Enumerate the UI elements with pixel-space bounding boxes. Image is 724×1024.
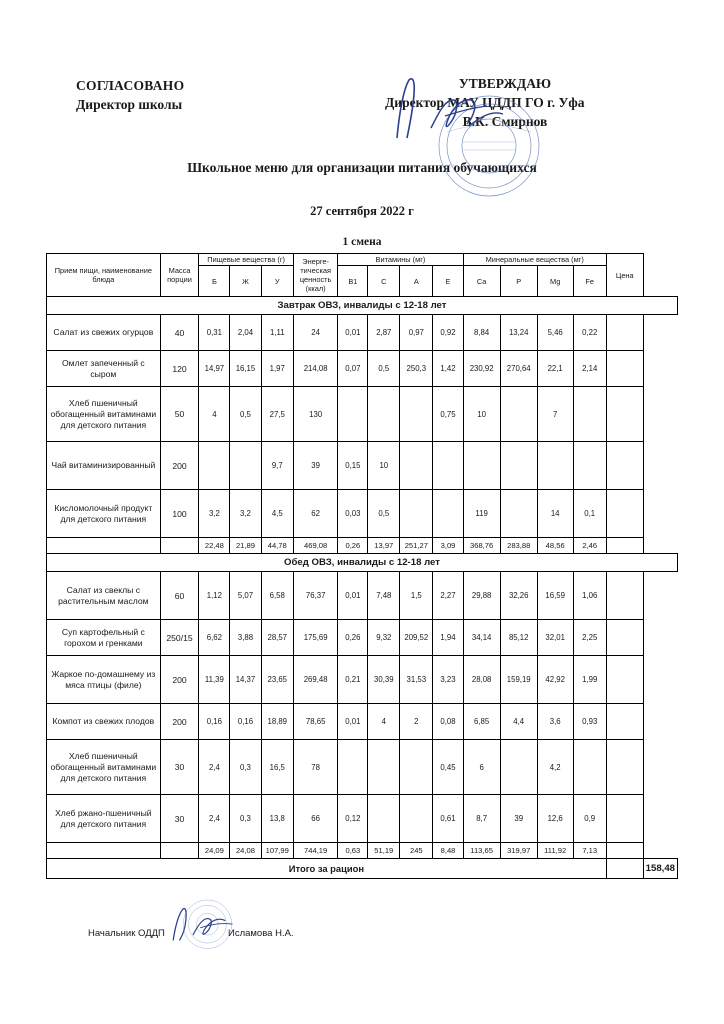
- value-cell-ca: 34,14: [463, 620, 500, 656]
- value-cell-c: 30,39: [368, 656, 400, 704]
- portion-mass-cell: 50: [160, 387, 199, 442]
- subtotal-cell-zh: 24,08: [230, 843, 261, 859]
- page-title: Школьное меню для организации питания обучающихся: [187, 160, 537, 175]
- value-cell-fe: [573, 740, 606, 795]
- value-cell-zh: 0,3: [230, 740, 261, 795]
- value-cell-e: 2,27: [433, 572, 463, 620]
- subtotal-cell-kcal: 744,19: [293, 843, 337, 859]
- subtotal-price-cell: [606, 843, 643, 859]
- value-cell-c: 0,5: [368, 351, 400, 387]
- subtotal-cell-ca: 368,76: [463, 538, 500, 554]
- value-cell-b: 6,62: [199, 620, 230, 656]
- value-cell-a: 0,97: [400, 315, 433, 351]
- value-cell-mg: 32,01: [537, 620, 573, 656]
- table-body: [47, 297, 678, 879]
- price-cell: [606, 740, 643, 795]
- subtotal-cell-kcal: 469,08: [293, 538, 337, 554]
- value-cell-a: [400, 442, 433, 490]
- th-zh: Ж: [230, 266, 261, 297]
- value-cell-mg: 3,6: [537, 704, 573, 740]
- value-cell-a: 2: [400, 704, 433, 740]
- subtotal-blank-name: [47, 843, 161, 859]
- value-cell-zh: 16,15: [230, 351, 261, 387]
- value-cell-zh: [230, 442, 261, 490]
- th-mg: Mg: [537, 266, 573, 297]
- value-cell-mg: 22,1: [537, 351, 573, 387]
- subtotal-blank-name: [47, 538, 161, 554]
- signature-stamp-group: [393, 124, 583, 194]
- dish-name-cell: Компот из свежих плодов: [47, 704, 161, 740]
- value-cell-ca: 6,85: [463, 704, 500, 740]
- value-cell-mg: 4,2: [537, 740, 573, 795]
- dish-name-cell: Суп картофельный с горохом и гренками: [47, 620, 161, 656]
- th-ca: Са: [463, 266, 500, 297]
- value-cell-fe: 0,93: [573, 704, 606, 740]
- price-cell: [606, 315, 643, 351]
- subtotal-cell-b: 24,09: [199, 843, 230, 859]
- value-cell-mg: 5,46: [537, 315, 573, 351]
- value-cell-p: 159,19: [500, 656, 537, 704]
- subtotal-cell-a: 251,27: [400, 538, 433, 554]
- value-cell-zh: 3,88: [230, 620, 261, 656]
- value-cell-mg: [537, 442, 573, 490]
- subtotal-cell-c: 51,19: [368, 843, 400, 859]
- value-cell-a: 1,5: [400, 572, 433, 620]
- price-cell: [606, 656, 643, 704]
- table-row: [47, 387, 678, 442]
- approval-left-block: [76, 76, 184, 114]
- th-b1: В1: [338, 266, 368, 297]
- value-cell-u: 23,65: [261, 656, 293, 704]
- value-cell-p: [500, 387, 537, 442]
- value-cell-c: 7,48: [368, 572, 400, 620]
- price-cell: [606, 387, 643, 442]
- table-row: [47, 442, 678, 490]
- table-row: [47, 795, 678, 843]
- value-cell-c: [368, 387, 400, 442]
- th-mass: Масса порции: [160, 254, 199, 297]
- value-cell-a: 209,52: [400, 620, 433, 656]
- total-price-value: 158,48: [643, 859, 677, 879]
- value-cell-fe: [573, 387, 606, 442]
- th-nutrients-group: Пищевые вещества (г): [199, 254, 294, 266]
- director-name-label: В.К. Смирнов: [462, 114, 548, 129]
- value-cell-p: 13,24: [500, 315, 537, 351]
- value-cell-kcal: 175,69: [293, 620, 337, 656]
- value-cell-fe: 2,14: [573, 351, 606, 387]
- value-cell-u: 1,97: [261, 351, 293, 387]
- table-row: [47, 704, 678, 740]
- value-cell-fe: 0,22: [573, 315, 606, 351]
- value-cell-a: [400, 490, 433, 538]
- meal-section-title: Завтрак ОВЗ, инвалиды с 12-18 лет: [47, 297, 678, 315]
- dish-name-cell: Салат из свежих огурцов: [47, 315, 161, 351]
- value-cell-p: [500, 740, 537, 795]
- portion-mass-cell: 250/15: [160, 620, 199, 656]
- school-director-label: Директор школы: [76, 97, 183, 112]
- price-cell: [606, 490, 643, 538]
- value-cell-b1: 0,01: [338, 572, 368, 620]
- value-cell-kcal: 214,08: [293, 351, 337, 387]
- value-cell-c: 10: [368, 442, 400, 490]
- value-cell-zh: 0,16: [230, 704, 261, 740]
- value-cell-p: 85,12: [500, 620, 537, 656]
- value-cell-e: 0,45: [433, 740, 463, 795]
- value-cell-u: 13,8: [261, 795, 293, 843]
- value-cell-u: 9,7: [261, 442, 293, 490]
- value-cell-b1: 0,01: [338, 704, 368, 740]
- value-cell-e: [433, 442, 463, 490]
- value-cell-e: 0,08: [433, 704, 463, 740]
- value-cell-zh: 2,04: [230, 315, 261, 351]
- table-row: [47, 572, 678, 620]
- document-date: 27 сентября 2022 г: [310, 204, 414, 218]
- value-cell-a: [400, 795, 433, 843]
- subtotal-blank-mass: [160, 538, 199, 554]
- value-cell-b: 0,31: [199, 315, 230, 351]
- portion-mass-cell: 120: [160, 351, 199, 387]
- subtotal-cell-b1: 0,26: [338, 538, 368, 554]
- value-cell-b1: 0,12: [338, 795, 368, 843]
- total-blank-cell: [606, 859, 643, 879]
- subtotal-cell-zh: 21,89: [230, 538, 261, 554]
- value-cell-ca: 28,08: [463, 656, 500, 704]
- value-cell-b1: [338, 740, 368, 795]
- value-cell-kcal: 39: [293, 442, 337, 490]
- portion-mass-cell: 200: [160, 704, 199, 740]
- value-cell-fe: [573, 442, 606, 490]
- price-cell: [606, 795, 643, 843]
- th-e: Е: [433, 266, 463, 297]
- subtotal-price-cell: [606, 538, 643, 554]
- value-cell-b: 14,97: [199, 351, 230, 387]
- director-title-label: Директор МАУ ЦДДП ГО г. Уфа: [385, 95, 585, 110]
- dish-name-cell: Омлет запеченный с сыром: [47, 351, 161, 387]
- value-cell-mg: 14: [537, 490, 573, 538]
- value-cell-c: [368, 740, 400, 795]
- value-cell-kcal: 62: [293, 490, 337, 538]
- value-cell-zh: 14,37: [230, 656, 261, 704]
- value-cell-ca: 8,7: [463, 795, 500, 843]
- value-cell-e: 0,75: [433, 387, 463, 442]
- subtotal-cell-b1: 0,63: [338, 843, 368, 859]
- shift-label: 1 смена: [342, 236, 382, 248]
- portion-mass-cell: 60: [160, 572, 199, 620]
- value-cell-b1: 0,21: [338, 656, 368, 704]
- th-u: У: [261, 266, 293, 297]
- value-cell-p: 270,64: [500, 351, 537, 387]
- footer-name-label: Исламова Н.А.: [228, 928, 294, 939]
- value-cell-u: 18,89: [261, 704, 293, 740]
- value-cell-fe: 1,06: [573, 572, 606, 620]
- dish-name-cell: Хлеб пшеничный обогащенный витаминами для детского питания: [47, 387, 161, 442]
- value-cell-u: 6,58: [261, 572, 293, 620]
- portion-mass-cell: 200: [160, 442, 199, 490]
- portion-mass-cell: 100: [160, 490, 199, 538]
- value-cell-e: 0,92: [433, 315, 463, 351]
- value-cell-mg: 7: [537, 387, 573, 442]
- price-cell: [606, 572, 643, 620]
- total-row: [47, 859, 678, 879]
- subtotal-blank-mass: [160, 843, 199, 859]
- value-cell-b: 11,39: [199, 656, 230, 704]
- table-head: [47, 254, 678, 297]
- value-cell-a: [400, 387, 433, 442]
- value-cell-ca: 10: [463, 387, 500, 442]
- th-minerals-group: Минеральные вещества (мг): [463, 254, 606, 266]
- subtotal-cell-u: 44,78: [261, 538, 293, 554]
- value-cell-kcal: 130: [293, 387, 337, 442]
- value-cell-ca: 29,88: [463, 572, 500, 620]
- th-a: А: [400, 266, 433, 297]
- value-cell-p: 32,26: [500, 572, 537, 620]
- value-cell-ca: [463, 442, 500, 490]
- value-cell-c: 4: [368, 704, 400, 740]
- portion-mass-cell: 30: [160, 740, 199, 795]
- value-cell-mg: 16,59: [537, 572, 573, 620]
- table-header-row-1: [47, 254, 678, 266]
- value-cell-p: 39: [500, 795, 537, 843]
- meal-section-title: Обед ОВЗ, инвалиды с 12-18 лет: [47, 554, 678, 572]
- th-b: Б: [199, 266, 230, 297]
- th-fe: Fe: [573, 266, 606, 297]
- value-cell-c: 0,5: [368, 490, 400, 538]
- dish-name-cell: Чай витаминизированный: [47, 442, 161, 490]
- dish-name-cell: Салат из свеклы с растительным маслом: [47, 572, 161, 620]
- table-row: [47, 315, 678, 351]
- portion-mass-cell: 200: [160, 656, 199, 704]
- subtotal-cell-u: 107,99: [261, 843, 293, 859]
- th-p: Р: [500, 266, 537, 297]
- value-cell-b1: 0,15: [338, 442, 368, 490]
- subtotal-cell-p: 319,97: [500, 843, 537, 859]
- value-cell-u: 1,11: [261, 315, 293, 351]
- value-cell-kcal: 76,37: [293, 572, 337, 620]
- subtotal-cell-fe: 2,46: [573, 538, 606, 554]
- subtotal-cell-a: 245: [400, 843, 433, 859]
- value-cell-b: 1,12: [199, 572, 230, 620]
- value-cell-c: [368, 795, 400, 843]
- meal-section-header: [47, 554, 678, 572]
- menu-table: [46, 253, 678, 879]
- value-cell-b: [199, 442, 230, 490]
- value-cell-u: 28,57: [261, 620, 293, 656]
- value-cell-ca: 8,84: [463, 315, 500, 351]
- dish-name-cell: Жаркое по-домашнему из мяса птицы (филе): [47, 656, 161, 704]
- value-cell-p: [500, 442, 537, 490]
- value-cell-fe: 2,25: [573, 620, 606, 656]
- th-dish: Прием пищи, наименование блюда: [47, 254, 161, 297]
- value-cell-b1: 0,03: [338, 490, 368, 538]
- th-c: С: [368, 266, 400, 297]
- th-energy: Энерге-тическая ценность (ккал): [293, 254, 337, 297]
- value-cell-b1: [338, 387, 368, 442]
- portion-mass-cell: 30: [160, 795, 199, 843]
- price-cell: [606, 620, 643, 656]
- table-row: [47, 740, 678, 795]
- table-row: [47, 490, 678, 538]
- approval-right-block: [385, 74, 625, 131]
- th-vitamins-group: Витамины (мг): [338, 254, 463, 266]
- value-cell-b1: 0,01: [338, 315, 368, 351]
- value-cell-e: 3,23: [433, 656, 463, 704]
- value-cell-kcal: 24: [293, 315, 337, 351]
- subtotal-cell-mg: 48,56: [537, 538, 573, 554]
- dish-name-cell: Кисломолочный продукт для детского питания: [47, 490, 161, 538]
- price-cell: [606, 442, 643, 490]
- value-cell-c: 2,87: [368, 315, 400, 351]
- value-cell-ca: 6: [463, 740, 500, 795]
- meal-section-header: [47, 297, 678, 315]
- subtotal-cell-mg: 111,92: [537, 843, 573, 859]
- value-cell-fe: 0,1: [573, 490, 606, 538]
- portion-mass-cell: 40: [160, 315, 199, 351]
- value-cell-u: 4,5: [261, 490, 293, 538]
- value-cell-e: 0,61: [433, 795, 463, 843]
- value-cell-b: 3,2: [199, 490, 230, 538]
- document-header: [0, 66, 724, 132]
- value-cell-zh: 3,2: [230, 490, 261, 538]
- value-cell-b1: 0,07: [338, 351, 368, 387]
- value-cell-b1: 0,26: [338, 620, 368, 656]
- value-cell-a: 250,3: [400, 351, 433, 387]
- value-cell-u: 27,5: [261, 387, 293, 442]
- section-subtotal-row: [47, 538, 678, 554]
- value-cell-p: 4,4: [500, 704, 537, 740]
- value-cell-e: 1,42: [433, 351, 463, 387]
- value-cell-b: 4: [199, 387, 230, 442]
- subtotal-cell-fe: 7,13: [573, 843, 606, 859]
- subtotal-cell-p: 283,88: [500, 538, 537, 554]
- value-cell-e: 1,94: [433, 620, 463, 656]
- footer-position-label: Начальник ОДДП: [88, 928, 165, 939]
- price-cell: [606, 704, 643, 740]
- value-cell-zh: 0,5: [230, 387, 261, 442]
- subtotal-cell-b: 22,48: [199, 538, 230, 554]
- value-cell-kcal: 78,65: [293, 704, 337, 740]
- subtotal-cell-e: 8,48: [433, 843, 463, 859]
- table-row: [47, 656, 678, 704]
- value-cell-a: [400, 740, 433, 795]
- subtotal-cell-ca: 113,65: [463, 843, 500, 859]
- value-cell-u: 16,5: [261, 740, 293, 795]
- value-cell-zh: 5,07: [230, 572, 261, 620]
- value-cell-fe: 1,99: [573, 656, 606, 704]
- value-cell-kcal: 269,48: [293, 656, 337, 704]
- utverzhdayu-label: УТВЕРЖДАЮ: [458, 76, 552, 91]
- subtotal-cell-e: 3,09: [433, 538, 463, 554]
- value-cell-e: [433, 490, 463, 538]
- chief-signature-icon: [166, 906, 256, 946]
- value-cell-mg: 12,6: [537, 795, 573, 843]
- total-label: Итого за рацион: [47, 859, 607, 879]
- dish-name-cell: Хлеб пшеничный обогащенный витаминами для детского питания: [47, 740, 161, 795]
- dish-name-cell: Хлеб ржано-пшеничный для детского питания: [47, 795, 161, 843]
- price-cell: [606, 351, 643, 387]
- value-cell-p: [500, 490, 537, 538]
- value-cell-ca: 119: [463, 490, 500, 538]
- value-cell-b: 2,4: [199, 795, 230, 843]
- value-cell-mg: 42,92: [537, 656, 573, 704]
- soglasovano-label: СОГЛАСОВАНО: [76, 78, 185, 93]
- th-price: Цена: [606, 254, 643, 297]
- value-cell-b: 0,16: [199, 704, 230, 740]
- value-cell-kcal: 78: [293, 740, 337, 795]
- value-cell-b: 2,4: [199, 740, 230, 795]
- value-cell-kcal: 66: [293, 795, 337, 843]
- value-cell-zh: 0,3: [230, 795, 261, 843]
- subtotal-cell-c: 13,97: [368, 538, 400, 554]
- table-row: [47, 620, 678, 656]
- value-cell-ca: 230,92: [463, 351, 500, 387]
- value-cell-c: 9,32: [368, 620, 400, 656]
- section-subtotal-row: [47, 843, 678, 859]
- table-row: [47, 351, 678, 387]
- value-cell-fe: 0,9: [573, 795, 606, 843]
- value-cell-a: 31,53: [400, 656, 433, 704]
